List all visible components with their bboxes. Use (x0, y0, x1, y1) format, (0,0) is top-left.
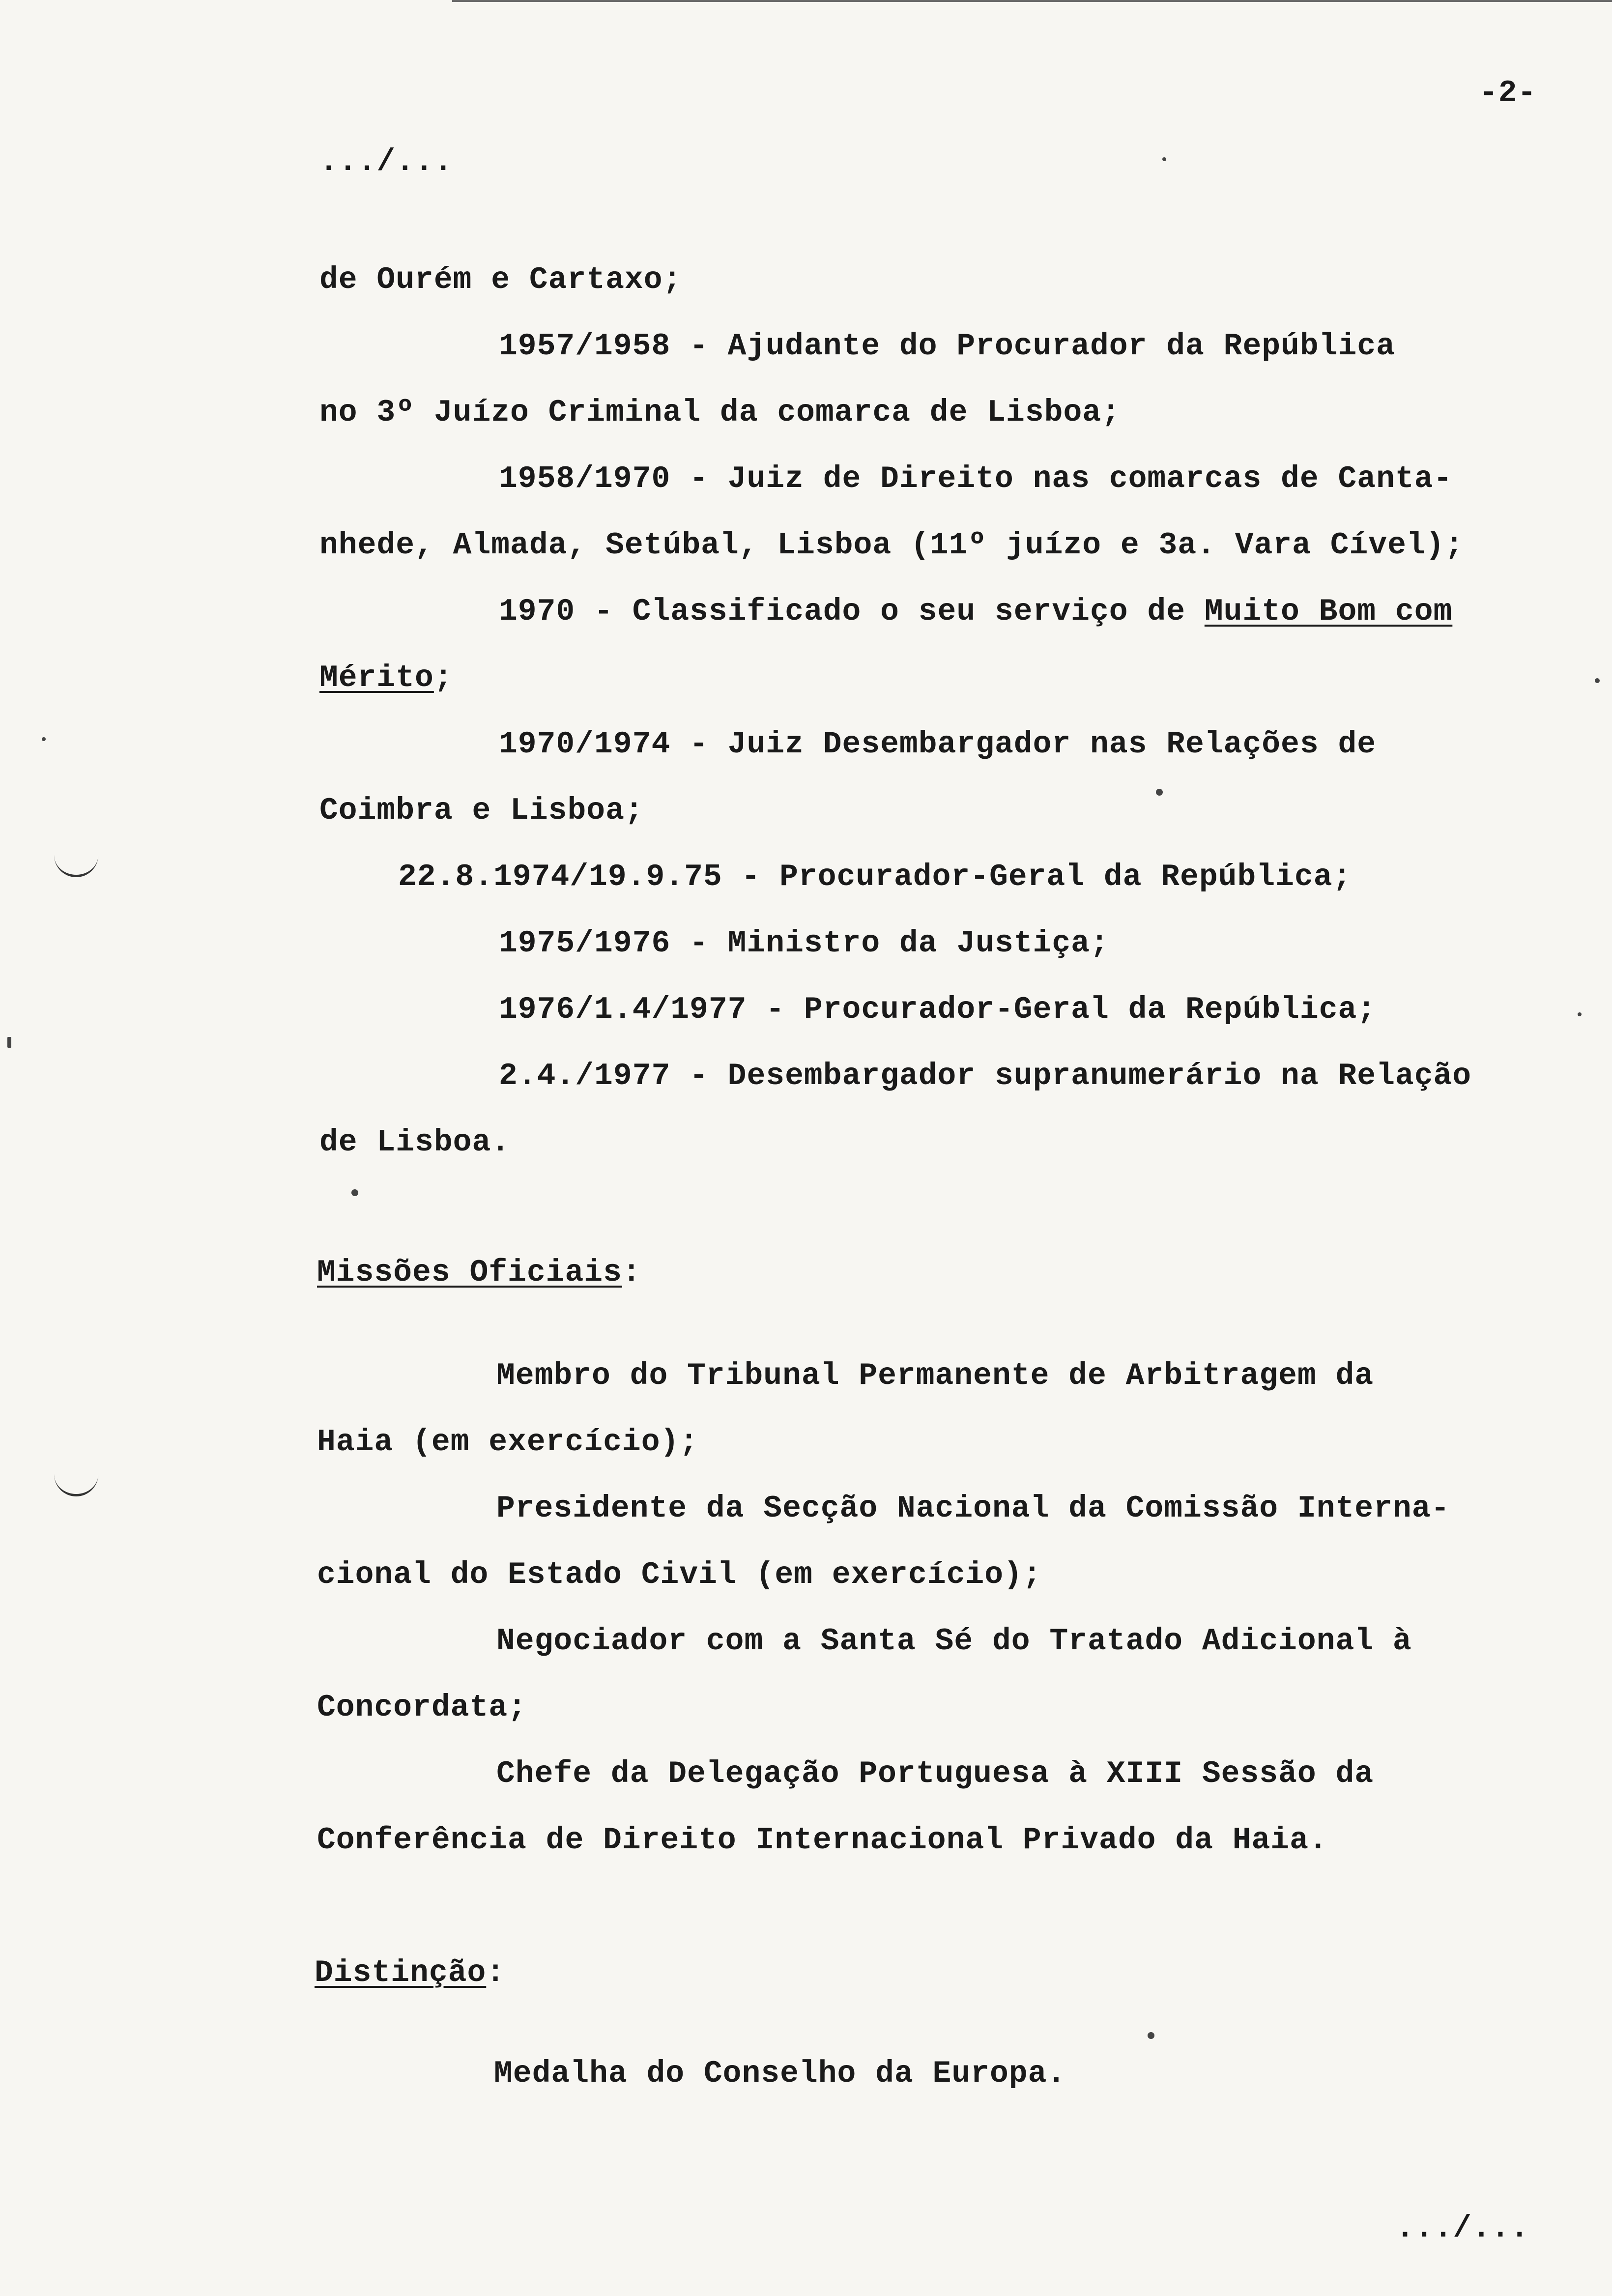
continuation-top: .../... (319, 144, 453, 179)
career-line: 1976/1.4/1977 - Procurador-Geral da República; (499, 992, 1377, 1027)
career-line: 1958/1970 - Juiz de Direito nas comarcas de Canta- (499, 461, 1453, 496)
career-line: 1957/1958 - Ajudante do Procurador da República (499, 329, 1395, 364)
scan-speck (1578, 1012, 1582, 1016)
underlined-text: Mérito (319, 660, 434, 695)
top-rule (452, 0, 1612, 2)
page-number: -2- (1479, 76, 1537, 111)
missao-line: Membro do Tribunal Permanente de Arbitragem da (496, 1358, 1374, 1393)
career-line: de Lisboa. (319, 1125, 511, 1160)
career-text: 1970 - Classificado o seu serviço de (499, 594, 1205, 629)
heading-colon: : (486, 1955, 506, 1990)
career-line (499, 592, 1452, 631)
missao-line: Negociador com a Santa Sé do Tratado Adicional à (496, 1624, 1412, 1659)
heading-text: Distinção (315, 1955, 487, 1990)
missao-line: cional do Estado Civil (em exercício); (317, 1557, 1042, 1592)
heading-colon: : (622, 1255, 641, 1290)
career-line (319, 659, 453, 698)
career-line: 2.4./1977 - Desembargador supranumerário na Relação (499, 1059, 1472, 1093)
scan-speck (351, 1189, 358, 1196)
scan-speck (1162, 157, 1166, 161)
career-line: Coimbra e Lisboa; (319, 793, 644, 828)
scan-speck (1595, 678, 1600, 683)
underlined-text: Muito Bom com (1204, 594, 1453, 629)
scan-mark (54, 1464, 98, 1496)
career-line: 1970/1974 - Juiz Desembargador nas Relações de (499, 727, 1377, 762)
scan-mark (54, 845, 98, 877)
scan-speck (1156, 789, 1163, 796)
scan-speck (7, 1037, 11, 1048)
continuation-bottom: .../... (1396, 2211, 1529, 2246)
section-heading-missoes (317, 1253, 641, 1292)
career-text: ; (433, 660, 453, 695)
career-line: 1975/1976 - Ministro da Justiça; (499, 926, 1109, 961)
career-line: 22.8.1974/19.9.75 - Procurador-Geral da República; (398, 860, 1352, 894)
scan-speck (1148, 2032, 1154, 2039)
missao-line: Concordata; (317, 1690, 527, 1725)
career-line: de Ourém e Cartaxo; (319, 262, 682, 297)
scan-speck (42, 737, 46, 741)
distincao-line: Medalha do Conselho da Europa. (494, 2056, 1066, 2091)
section-heading-distincao (315, 1953, 505, 1993)
missao-line: Presidente da Secção Nacional da Comissão Interna- (496, 1491, 1450, 1526)
missao-line: Chefe da Delegação Portuguesa à XIII Sessão da (496, 1756, 1374, 1791)
heading-text: Missões Oficiais (317, 1255, 622, 1290)
career-line: no 3º Juízo Criminal da comarca de Lisboa; (319, 395, 1121, 430)
career-line: nhede, Almada, Setúbal, Lisboa (11º juízo e 3a. Vara Cível); (319, 528, 1464, 563)
missao-line: Haia (em exercício); (317, 1425, 699, 1460)
missao-line: Conferência de Direito Internacional Privado da Haia. (317, 1823, 1328, 1858)
